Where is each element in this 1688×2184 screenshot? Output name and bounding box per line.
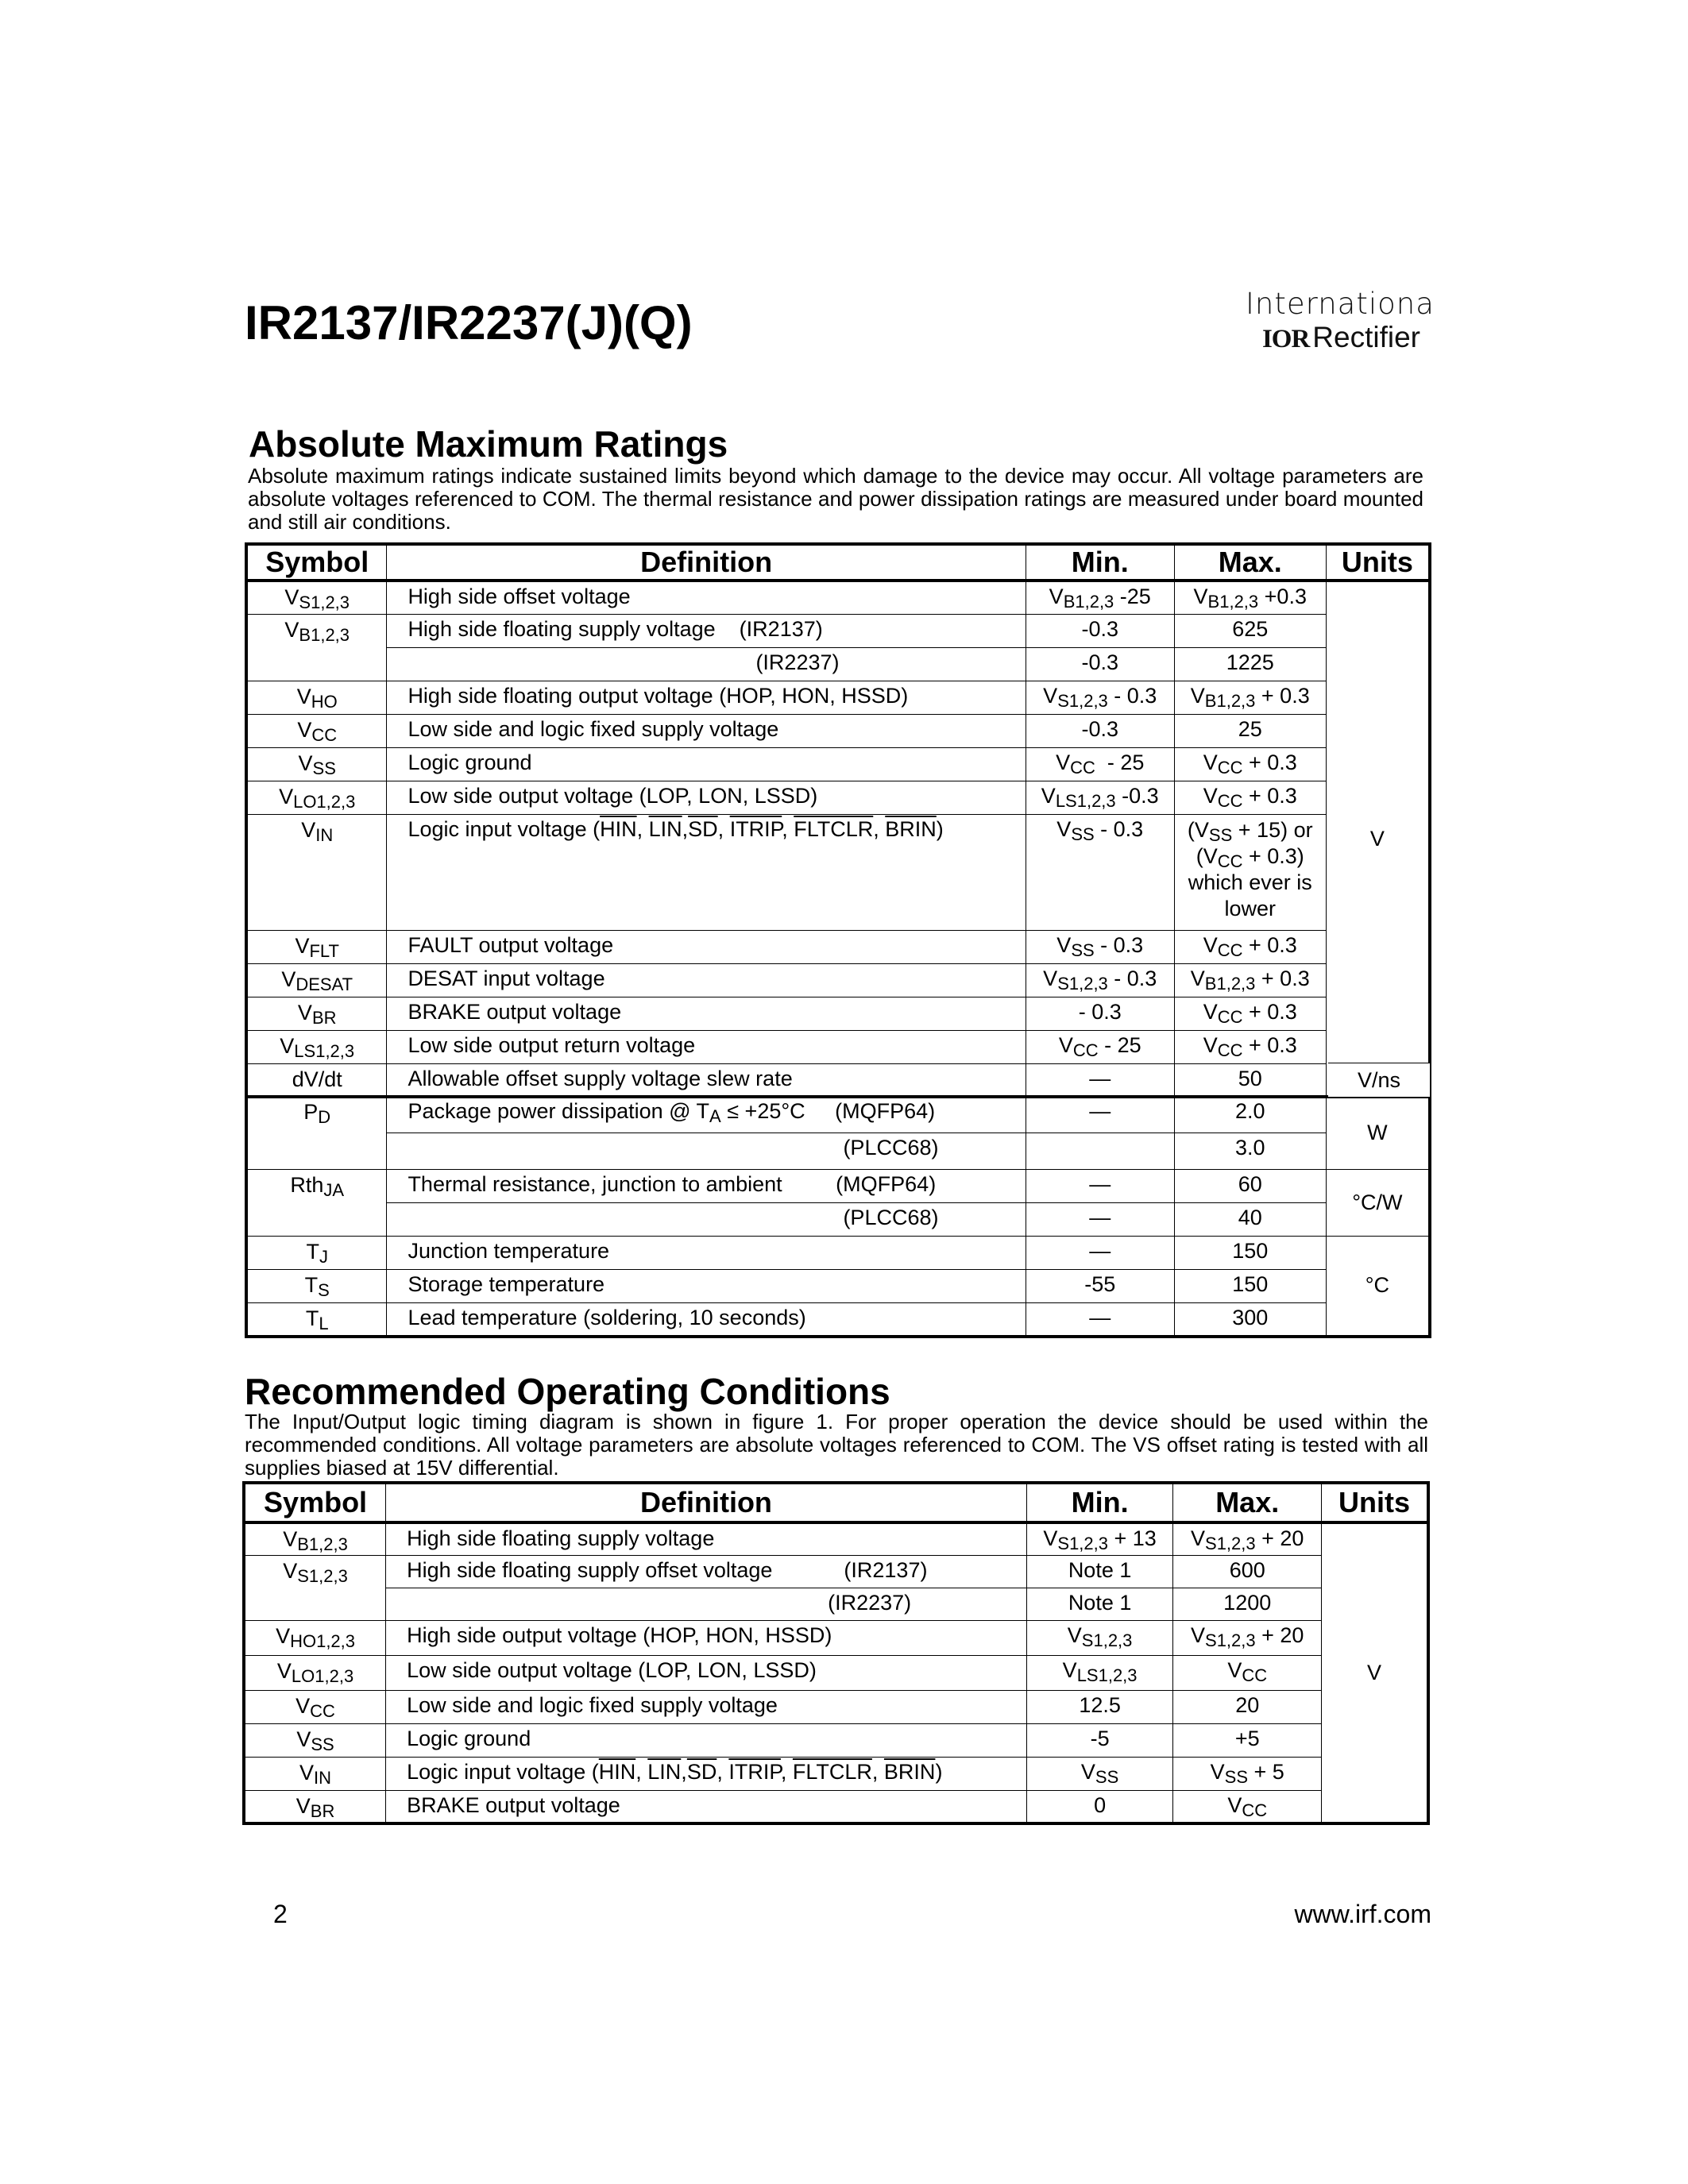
symbol-cell: $V_{HO1,2,3}$: [244, 1620, 386, 1655]
col-min: Min.: [1026, 544, 1174, 581]
symbol-cell: $V_{S1,2,3}$: [246, 581, 387, 614]
min-cell: Note 1: [1026, 1555, 1173, 1588]
max-cell: $V_{CC} + 0.3$: [1174, 1030, 1326, 1063]
table-row: [246, 614, 1430, 647]
table-row: [246, 1133, 1430, 1170]
min-cell: Note 1: [1026, 1588, 1173, 1620]
min-cell: 12.5: [1026, 1690, 1173, 1723]
max-cell: 3.0: [1174, 1133, 1326, 1170]
table-row: [244, 1790, 1428, 1823]
abs-max-table-continued: [245, 1096, 1431, 1338]
table-header-row: [246, 544, 1430, 581]
min-cell: —: [1026, 1097, 1174, 1133]
definition-cell: Storage temperature: [387, 1270, 1026, 1303]
symbol-cell: $V_{LO1,2,3}$: [246, 781, 387, 814]
page-number: 2: [273, 1900, 288, 1928]
min-cell: —: [1026, 1170, 1174, 1203]
max-cell: $V_{CC}$: [1173, 1790, 1322, 1823]
definition-cell: High side floating output voltage (HOP, HON, HSSD): [387, 681, 1026, 714]
definition-cell: Logic ground: [386, 1723, 1027, 1757]
symbol-cell: $V_{CC}$: [244, 1690, 386, 1723]
definition-cell: FAULT output voltage: [387, 930, 1026, 963]
max-cell: 625: [1174, 614, 1326, 647]
symbol-cell: $V_{FLT}$: [246, 930, 387, 963]
col-symbol: Symbol: [246, 544, 387, 581]
col-max: Max.: [1174, 544, 1326, 581]
col-min: Min.: [1026, 1483, 1173, 1522]
symbol-cell: Rth$_{JA}$: [246, 1170, 387, 1237]
abs-max-intro: Absolute maximum ratings indicate sustained limits beyond which damage to the device may occur. All voltage parameters are absolute voltages referenced to COM. The thermal resistance and power dissipation ratings are measured under board mounted and still air conditions.: [248, 464, 1423, 534]
company-logo: [1246, 287, 1435, 356]
definition-cell: Low side output voltage (LOP, LON, LSSD): [386, 1655, 1027, 1690]
table-row: [244, 1620, 1428, 1655]
symbol-cell: $V_{HO}$: [246, 681, 387, 714]
table-row: [244, 1690, 1428, 1723]
definition-cell: DESAT input voltage: [387, 963, 1026, 997]
min-cell: -5: [1026, 1723, 1173, 1757]
table-row: [246, 963, 1430, 997]
table-row: [244, 1757, 1428, 1790]
table-row: [246, 1030, 1430, 1063]
symbol-cell: $V_{B1,2,3}$: [244, 1522, 386, 1555]
rec-op-table: [242, 1481, 1430, 1825]
symbol-cell: $V_{B1,2,3}$: [246, 614, 387, 681]
logo-line-2: [1246, 321, 1420, 356]
col-definition: Definition: [386, 1483, 1027, 1522]
abs-max-heading: Absolute Maximum Ratings: [249, 423, 728, 465]
min-cell: [1026, 1133, 1174, 1170]
max-cell: $V_{CC} + 0.3$: [1174, 781, 1326, 814]
col-max: Max.: [1173, 1483, 1322, 1522]
definition-cell: Low side output voltage (LOP, LON, LSSD): [387, 781, 1026, 814]
min-cell: $V_{LS1,2,3}$: [1026, 1655, 1173, 1690]
max-cell: 40: [1174, 1203, 1326, 1237]
max-cell: 50: [1174, 1063, 1326, 1097]
symbol-cell: $T_L$: [246, 1303, 387, 1337]
table-row: [246, 1303, 1430, 1337]
definition-cell: Logic ground: [387, 747, 1026, 781]
min-cell: $V_{CC} - 25$: [1026, 747, 1174, 781]
definition-cell: (PLCC68): [387, 1203, 1026, 1237]
definition-cell: BRAKE output voltage: [387, 997, 1026, 1030]
col-units: Units: [1326, 544, 1430, 581]
max-cell: $(V_{SS} + 15)$ or $(V_{CC} + 0.3)$ which ever is lower: [1174, 814, 1326, 930]
col-units: Units: [1322, 1483, 1428, 1522]
definition-cell: Thermal resistance, junction to ambient (MQFP64): [387, 1170, 1026, 1203]
min-cell: $V_{S1,2,3}$: [1026, 1620, 1173, 1655]
col-definition: Definition: [387, 544, 1026, 581]
definition-cell: Low side and logic fixed supply voltage: [386, 1690, 1027, 1723]
table-row: [246, 781, 1430, 814]
rec-op-intro: The Input/Output logic timing diagram is shown in figure 1. For proper operation the device should be used within the recommended conditions. All voltage parameters are absolute voltages referenced to COM. The VS offset rating is tested with all supplies biased at 15V differential.: [245, 1410, 1428, 1480]
max-cell: $V_{B1,2,3} +0.3$: [1174, 581, 1326, 614]
table-row: [246, 997, 1430, 1030]
min-cell: -0.3: [1026, 614, 1174, 647]
min-cell: $V_{S1,2,3} - 0.3$: [1026, 681, 1174, 714]
max-cell: 150: [1174, 1237, 1326, 1270]
min-cell: -0.3: [1026, 714, 1174, 747]
table-row: [246, 647, 1430, 681]
definition-cell: Logic input voltage ($\overline{HIN}$, $\overline{LIN},\overline{SD}$, ITRIP, FLTCLR, BRIN): [386, 1757, 1027, 1790]
max-cell: 60: [1174, 1170, 1326, 1203]
symbol-cell: $V_{IN}$: [246, 814, 387, 930]
max-cell: $V_{S1,2,3} + 20$: [1173, 1522, 1322, 1555]
definition-cell: Low side output return voltage: [387, 1030, 1026, 1063]
max-cell: $V_{B1,2,3} + 0.3$: [1174, 963, 1326, 997]
min-cell: $V_{S1,2,3} - 0.3$: [1026, 963, 1174, 997]
max-cell: $V_{CC} + 0.3$: [1174, 930, 1326, 963]
max-cell: $V_{B1,2,3} + 0.3$: [1174, 681, 1326, 714]
min-cell: - 0.3: [1026, 997, 1174, 1030]
min-cell: $V_{LS1,2,3}$ -0.3: [1026, 781, 1174, 814]
table-row: [246, 681, 1430, 714]
max-cell: 600: [1173, 1555, 1322, 1588]
units-cell: W: [1326, 1097, 1430, 1170]
definition-cell: (IR2237): [386, 1588, 1027, 1620]
max-cell: 1225: [1174, 647, 1326, 681]
min-cell: —: [1026, 1203, 1174, 1237]
max-cell: $V_{SS} + 5$: [1173, 1757, 1322, 1790]
table-row: [244, 1723, 1428, 1757]
slew-units-cell: V/ns: [1328, 1063, 1430, 1097]
symbol-cell: dV/dt: [246, 1063, 387, 1097]
max-cell: $V_{CC}$: [1173, 1655, 1322, 1690]
symbol-cell: $T_S$: [246, 1270, 387, 1303]
definition-cell: Package power dissipation @ $T_A \le +25^\circ C$ (MQFP64): [387, 1097, 1026, 1133]
symbol-cell: $V_{LO1,2,3}$: [244, 1655, 386, 1690]
min-cell: $V_{SS} - 0.3$: [1026, 930, 1174, 963]
symbol-cell: $V_{BR}$: [244, 1790, 386, 1823]
definition-cell: (PLCC68): [387, 1133, 1026, 1170]
table-row: [246, 747, 1430, 781]
table-row: [246, 930, 1430, 963]
definition-cell: High side floating supply offset voltage (IR2137): [386, 1555, 1027, 1588]
rec-op-heading: Recommended Operating Conditions: [245, 1371, 890, 1412]
table-header-row: [244, 1483, 1428, 1522]
table-row: [246, 1097, 1430, 1133]
min-cell: —: [1026, 1063, 1174, 1097]
units-cell: V: [1322, 1522, 1428, 1823]
max-cell: $V_{S1,2,3} + 20$: [1173, 1620, 1322, 1655]
max-cell: 20: [1173, 1690, 1322, 1723]
max-cell: 1200: [1173, 1588, 1322, 1620]
logo-rectifier-text: Rectifier: [1312, 321, 1420, 353]
table-row: [246, 1237, 1430, 1270]
table-row: [244, 1555, 1428, 1588]
table-row: [246, 714, 1430, 747]
min-cell: $V_{SS} - 0.3$: [1026, 814, 1174, 930]
table-row: [246, 581, 1430, 614]
definition-cell: Low side and logic fixed supply voltage: [387, 714, 1026, 747]
symbol-cell: $V_{S1,2,3}$: [244, 1555, 386, 1620]
definition-cell: Lead temperature (soldering, 10 seconds): [387, 1303, 1026, 1337]
min-cell: $V_{SS}$: [1026, 1757, 1173, 1790]
logo-line-1: Internationa: [1246, 287, 1435, 321]
definition-cell: High side floating supply voltage: [386, 1522, 1027, 1555]
min-cell: $V_{B1,2,3}$ -25: [1026, 581, 1174, 614]
max-cell: 150: [1174, 1270, 1326, 1303]
max-cell: $V_{CC} + 0.3$: [1174, 997, 1326, 1030]
table-row: [244, 1522, 1428, 1555]
units-cell: V: [1326, 581, 1430, 1097]
min-cell: 0: [1026, 1790, 1173, 1823]
part-number-title: IR2137/IR2237(J)(Q): [245, 296, 693, 349]
max-cell: 25: [1174, 714, 1326, 747]
symbol-cell: $V_{DESAT}$: [246, 963, 387, 997]
units-cell: °C/W: [1326, 1170, 1430, 1237]
max-cell: 300: [1174, 1303, 1326, 1337]
definition-cell: BRAKE output voltage: [386, 1790, 1027, 1823]
min-cell: $V_{S1,2,3} + 13$: [1026, 1522, 1173, 1555]
definition-cell: Logic input voltage ($\overline{HIN}$, $\overline{LIN},\overline{SD}$, ITRIP, FLTCLR, BRIN): [387, 814, 1026, 930]
min-cell: -0.3: [1026, 647, 1174, 681]
table-row: [244, 1655, 1428, 1690]
abs-max-table: [245, 542, 1431, 1098]
definition-cell: Junction temperature: [387, 1237, 1026, 1270]
col-symbol: Symbol: [244, 1483, 386, 1522]
symbol-cell: $V_{SS}$: [246, 747, 387, 781]
table-row: [246, 1203, 1430, 1237]
min-cell: —: [1026, 1237, 1174, 1270]
definition-cell: High side output voltage (HOP, HON, HSSD): [386, 1620, 1027, 1655]
table-row: [246, 1270, 1430, 1303]
table-row: [246, 1170, 1430, 1203]
symbol-cell: $V_{IN}$: [244, 1757, 386, 1790]
min-cell: -55: [1026, 1270, 1174, 1303]
symbol-cell: $V_{LS1,2,3}$: [246, 1030, 387, 1063]
definition-cell: Allowable offset supply voltage slew rate: [387, 1063, 1026, 1097]
min-cell: $V_{CC} - 25$: [1026, 1030, 1174, 1063]
symbol-cell: $V_{SS}$: [244, 1723, 386, 1757]
ior-logo-icon: IOR: [1261, 325, 1310, 353]
symbol-cell: $P_D$: [246, 1097, 387, 1170]
max-cell: $V_{CC} + 0.3$: [1174, 747, 1326, 781]
symbol-cell: $T_J$: [246, 1237, 387, 1270]
max-cell: +5: [1173, 1723, 1322, 1757]
website-link[interactable]: www.irf.com: [1294, 1900, 1431, 1928]
min-cell: —: [1026, 1303, 1174, 1337]
units-cell: °C: [1326, 1237, 1430, 1337]
table-row: [246, 1063, 1430, 1097]
definition-cell: High side offset voltage: [387, 581, 1026, 614]
max-cell: 2.0: [1174, 1097, 1326, 1133]
symbol-cell: $V_{CC}$: [246, 714, 387, 747]
definition-cell: High side floating supply voltage (IR2137): [387, 614, 1026, 647]
table-row: [244, 1588, 1428, 1620]
definition-cell: (IR2237): [387, 647, 1026, 681]
symbol-cell: $V_{BR}$: [246, 997, 387, 1030]
table-row: [246, 814, 1430, 930]
